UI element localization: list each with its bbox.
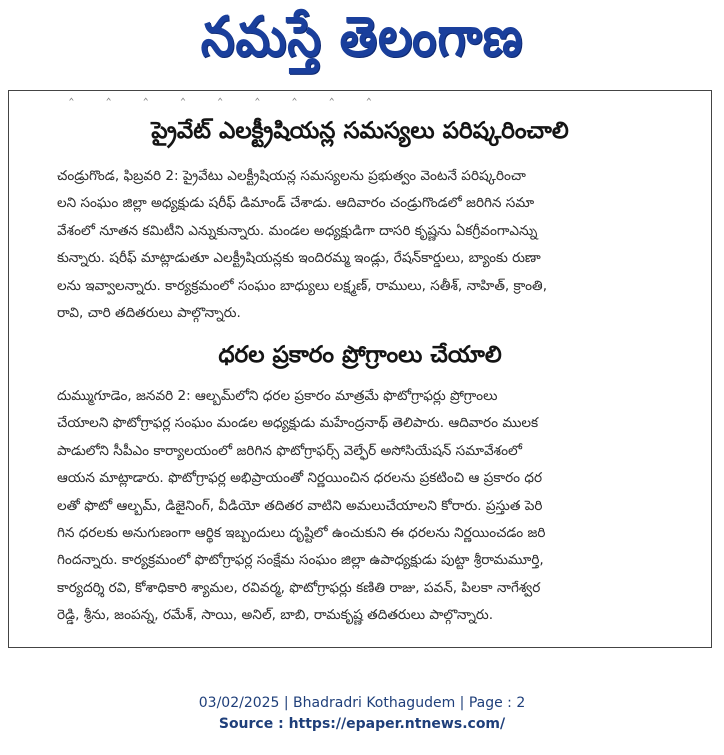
masthead bbox=[0, 0, 724, 80]
article-1-line: కున్నారు. షరీఫ్ మాట్లాడుతూ ఎలక్ట్రీషియన్లకు ఇందిరమ్మ ఇండ్లు, రేషన్‌కార్డులు, బ్యాంకు రుణా bbox=[57, 250, 541, 267]
article-2-line: చేయాలని ఫొటోగ్రాఫర్ల సంఘం మండల అధ్యక్షుడు మహేంద్రనాథ్ తెలిపారు. ఆదివారం ములక bbox=[57, 415, 539, 432]
cropped-text-remnant: ‸ ‸ ‸ ‸ ‸ ‸ ‸ ‸ ‸ bbox=[69, 85, 386, 101]
news-clipping bbox=[8, 85, 712, 648]
article-2-line: గిన ధరలకు అనుగుణంగా ఆర్థిక ఇబ్బందులు దృష్టిలో ఉంచుకుని ఈ ధరలను నిర్ణయించడం జరి bbox=[57, 525, 546, 542]
article-1-line: లని సంఘం జిల్లా అధ్యక్షుడు షరీఫ్ డిమాండ్ చేశాడు. ఆదివారం చండ్రుగొండలో జరిగిన సమా bbox=[57, 195, 535, 212]
article-1-headline: ప్రైవేట్ ఎలక్ట్రీషియన్ల సమస్యలు పరిష్కరించాలి bbox=[151, 118, 569, 144]
article-2-line: ఆయన మాట్లాడారు. ఫొటోగ్రాఫర్ల అభిప్రాయంతో నిర్ణయించిన ధరలను ప్రకటించి ఆ ప్రకారం ధర bbox=[57, 470, 543, 487]
article-2-line: కార్యదర్శి రవి, కోశాధికారి శ్యామల, రవివర్మ, ఫొటోగ్రాఫర్లు కణితి రాజు, పవన్, పిలకా నాగేశ్వర bbox=[57, 579, 541, 596]
newspaper-logo-title: నమస్తే తెలంగాణ bbox=[200, 4, 524, 70]
article-2-line: రెడ్డి, శ్రీను, జంపన్న, రమేశ్, సాయి, అనిల్, బాబి, రామకృష్ణ తదితరులు పాల్గొన్నారు. bbox=[57, 607, 494, 624]
article-1-line: లను ఇవ్వాలన్నారు. కార్యక్రమంలో సంఘం బాధ్యులు లక్ష్మణ్, రాములు, సతీశ్, నాహిత్, క్రాంతి, bbox=[57, 277, 548, 294]
edition-info: 03/02/2025 | Bhadradri Kothagudem | Page : 2 bbox=[198, 695, 526, 711]
article-1-body bbox=[57, 163, 705, 327]
article-2-line: దుమ్ముగూడెం, జనవరి 2: ఆల్బమ్‌లోని ధరల ప్రకారం మాత్రమే ఫొటోగ్రాఫర్లు ప్రోగ్రాంలు bbox=[57, 388, 498, 404]
source-link-text: Source : https://epaper.ntnews.com/ bbox=[218, 716, 506, 732]
article-1-line: రావి, చారి తదితరులు పాల్గొన్నారు. bbox=[57, 305, 241, 322]
article-2-body bbox=[57, 383, 705, 630]
article-1-line: వేశంలో నూతన కమిటీని ఎన్నుకున్నారు. మండల అధ్యక్షుడిగా దాసరి కృష్ణను ఏకగ్రీవంగాఎన్ను bbox=[57, 222, 538, 239]
article-1-line: చండ్రుగొండ, ఫిబ్రవరి 2: ప్రైవేటు ఎలక్ట్రీషియన్ల సమస్యలను ప్రభుత్వం వెంటనే పరిష్కరించా bbox=[57, 168, 526, 184]
article-2-line: గిందన్నారు. కార్యక్రమంలో ఫొటోగ్రాఫర్ల సంక్షేమ సంఘం జిల్లా ఉపాధ్యక్షుడు పుట్టా శ్రీరామమూర్తి, bbox=[57, 552, 544, 569]
article-2-line: లతో ఫొటో ఆల్బమ్, డిజైనింగ్, వీడియో తదితర వాటిని అమలుచేయాలని కోరారు. ప్రస్తుత పెరి bbox=[57, 497, 543, 514]
article-2-headline: ధరల ప్రకారం ప్రోగ్రాంలు చేయాలి bbox=[218, 342, 502, 368]
article-2-line: పాడులోని సీపీఎం కార్యాలయంలో జరిగిన ఫొటోగ్రాఫర్స్ వెల్ఫేర్ అసోసియేషన్ సమావేశంలో bbox=[57, 442, 522, 459]
